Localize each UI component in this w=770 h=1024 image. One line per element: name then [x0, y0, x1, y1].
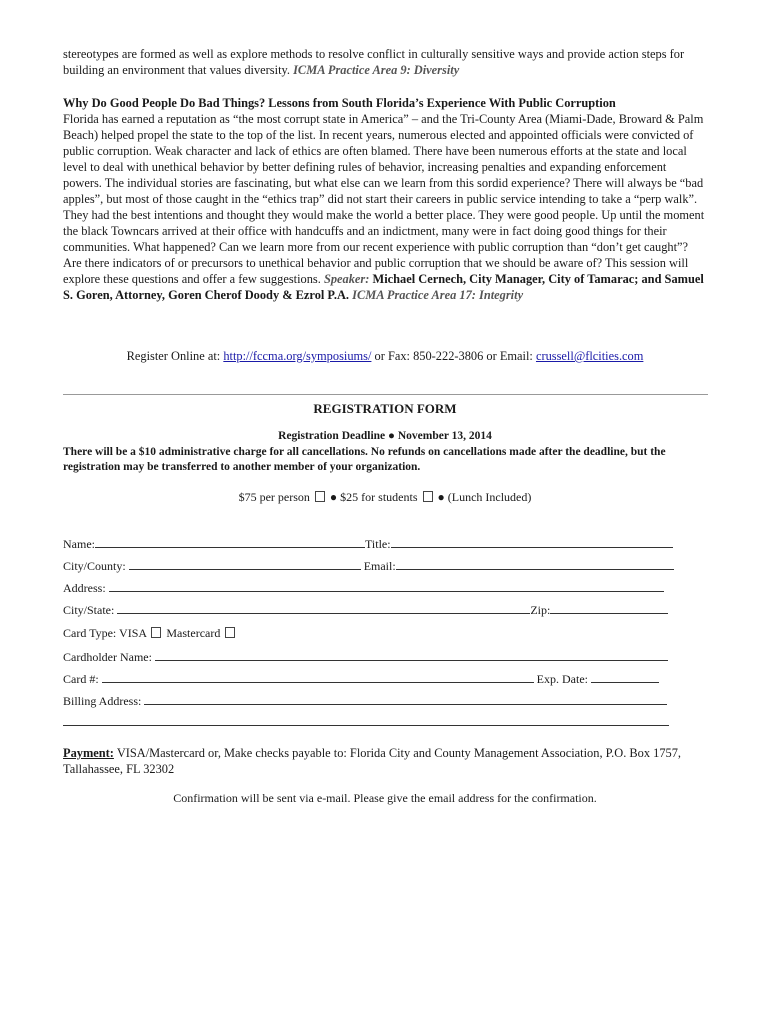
- name-title-row: [63, 536, 673, 552]
- student-checkbox[interactable]: [423, 491, 433, 502]
- confirmation-note: Confirmation will be sent via e-mail. Please give the email address for the confirmation.: [173, 791, 597, 805]
- city-state-row: [63, 602, 668, 618]
- card-number-input[interactable]: [102, 671, 534, 683]
- intro-text: stereotypes are formed as well as explore methods to resolve conflict in culturally sensitive ways and provide action steps for building an environment that values diversity.: [63, 47, 685, 77]
- billing-input-line2[interactable]: [63, 714, 669, 726]
- session-description: [63, 95, 708, 303]
- address-label: Address:: [63, 581, 106, 595]
- exp-date-input[interactable]: [591, 671, 659, 683]
- city-state-input[interactable]: [117, 602, 530, 614]
- registration-deadline: Registration Deadline ● November 13, 2014: [278, 430, 492, 442]
- cardholder-row: [63, 649, 668, 665]
- title-label: Title:: [365, 537, 391, 551]
- email-label: Email:: [363, 559, 396, 573]
- exp-date-label: Exp. Date:: [536, 672, 588, 686]
- speaker-label: Speaker:: [323, 272, 370, 286]
- mastercard-label: Mastercard: [166, 626, 221, 640]
- session-title: Why Do Good People Do Bad Things? Lessons from South Florida’s Experience With Public Corruption: [63, 96, 616, 110]
- person-checkbox[interactable]: [315, 491, 325, 502]
- price-lunch: ● (Lunch Included): [437, 490, 532, 504]
- billing-label: Billing Address:: [63, 694, 142, 708]
- zip-input[interactable]: [550, 602, 668, 614]
- city-email-row: [63, 558, 674, 574]
- cardholder-label: Cardholder Name:: [63, 650, 152, 664]
- card-number-label: Card #:: [63, 672, 99, 686]
- pricing-line: [0, 490, 770, 505]
- form-title: REGISTRATION FORM: [313, 401, 457, 416]
- register-prefix: Register Online at:: [126, 349, 221, 363]
- session-practice-area: ICMA Practice Area 17: Integrity: [352, 288, 524, 302]
- name-label: Name:: [63, 537, 95, 551]
- address-input[interactable]: [109, 580, 664, 592]
- payment-text: VISA/Mastercard or, Make checks payable to: Florida City and County Management Association, P.O. Box 1757, Tallahassee, FL 32302: [63, 746, 682, 776]
- email-input[interactable]: [396, 558, 674, 570]
- card-type-row: [63, 626, 237, 641]
- cardholder-input[interactable]: [155, 649, 668, 661]
- billing-input[interactable]: [144, 693, 667, 705]
- title-input[interactable]: [391, 536, 673, 548]
- intro-practice-area: ICMA Practice Area 9: Diversity: [293, 63, 460, 77]
- billing-row-2: [63, 714, 669, 730]
- visa-checkbox[interactable]: [151, 627, 161, 638]
- section-divider: [63, 394, 708, 395]
- register-fax: or Fax: 850-222-3806 or Email:: [374, 349, 533, 363]
- register-url-link[interactable]: http://fccma.org/symposiums/: [223, 349, 372, 363]
- zip-label: Zip:: [530, 603, 551, 617]
- billing-row: [63, 693, 667, 709]
- mastercard-checkbox[interactable]: [225, 627, 235, 638]
- city-state-label: City/State:: [63, 603, 115, 617]
- city-county-input[interactable]: [129, 558, 361, 570]
- city-county-label: City/County:: [63, 559, 126, 573]
- cancellation-policy: There will be a $10 administrative charge for all cancellations. No refunds on cancellations made after the deadline, but the registration may be transferred to another member of your organization.: [63, 446, 666, 473]
- payment-label: Payment:: [63, 746, 114, 760]
- name-input[interactable]: [95, 536, 365, 548]
- session-body: Florida has earned a reputation as “the most corrupt state in America” – and the Tri-County Area (Miami-Dade, Broward & Palm Beach) helped propel the state to the top of the list. In recent years, numerous elected and appointed officials were convicted of public corruption. Weak character and lack of ethics are often blamed. There have been numerous efforts at the state and local level to deal with unethical behavior by better defining rules of behavior, increasing penalties and expanding enforcement powers. The individual stories are fascinating, but what else can we learn from this sordid experience? There will always be “bad apples”, but most of those caught in the “ethics trap” did not start their careers in public service intending to take a “perp walk”. They had the best intentions and thought they would make the world a better place. They were good people. Up until the moment the black Towncars arrived at their office with handcuffs and an indictment, many were in fact doing good things for their communities. What happened? Can we learn more from our recent experience with public corruption than “don’t get caught”? Are there indicators of or precursors to unethical behavior and public corruption that we should be aware of? This session will explore these questions and offer a few suggestions.: [63, 112, 705, 286]
- register-line: [0, 349, 770, 364]
- card-type-label: Card Type: VISA: [63, 626, 147, 640]
- price-person: $75 per person: [238, 490, 310, 504]
- address-row: [63, 580, 664, 596]
- session-speakers: Michael Cernech, City Manager, City of Tamarac; and Samuel S. Goren, Attorney, Goren Cherof Doody & Ezrol P.A.: [63, 272, 704, 302]
- price-student: ● $25 for students: [329, 490, 418, 504]
- card-number-row: [63, 671, 659, 687]
- intro-paragraph: [63, 46, 708, 78]
- payment-info: [63, 745, 708, 777]
- register-email-link[interactable]: crussell@flcities.com: [535, 349, 644, 363]
